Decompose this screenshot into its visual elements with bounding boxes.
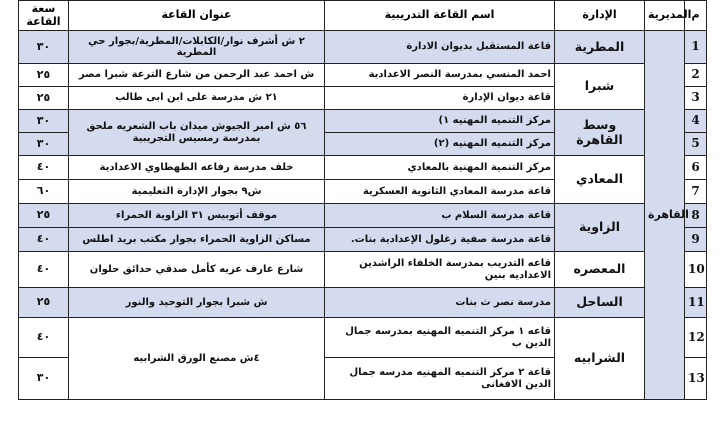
hall-cell: قاعة ٢ مركز التنميه المهنيه مدرسه جمال الدين الافغانى (325, 358, 555, 400)
address-cell: موقف أتوبيس ٣١ الزاوية الحمراء (69, 204, 325, 228)
hall-cell: مدرسة نصر ث بنات (325, 288, 555, 318)
address-cell: ٤ش مصنع الورق الشرابيه (69, 318, 325, 400)
num-cell: 3 (685, 87, 707, 110)
address-cell: ٢١ ش مدرسة على ابن ابى طالب (69, 87, 325, 110)
hall-cell: مركز التنميه المهنيه (٢) (325, 133, 555, 156)
num-cell: 12 (685, 318, 707, 358)
table-row (19, 252, 707, 288)
hall-cell: مركز التنميه المهنيه ١) (325, 110, 555, 133)
num-cell: 8 (685, 204, 707, 228)
capacity-cell: ٢٥ (19, 288, 69, 318)
capacity-cell: ٢٥ (19, 87, 69, 110)
capacity-cell: ٤٠ (19, 318, 69, 358)
hall-cell: قاعة مدرسة السلام ب (325, 204, 555, 228)
hall-cell: قاعه التدريب بمدرسة الخلفاء الراشدين الاعداديه بنين (325, 252, 555, 288)
capacity-cell: ٤٠ (19, 156, 69, 180)
num-cell: 9 (685, 228, 707, 252)
table-row (19, 288, 707, 318)
header-hall-name: اسم القاعة التدريبية (325, 1, 555, 31)
address-cell: ش شبرا بجوار التوحيد والنور (69, 288, 325, 318)
address-cell: ٢ ش أشرف نوار/الكابلات/المطرية/بجوار حي المطرية (69, 31, 325, 64)
header-administration: الإدارة (555, 1, 645, 31)
hall-cell: مركز التنمية المهنية بالمعادي (325, 156, 555, 180)
administration-cell: وسط القاهرة (555, 110, 645, 156)
administration-cell: المعصره (555, 252, 645, 288)
address-cell: شارع عارف عزيه كأمل صدقي حدائق حلوان (69, 252, 325, 288)
header-capacity: سعة القاعة (19, 1, 69, 31)
num-cell: 2 (685, 64, 707, 87)
capacity-cell: ٦٠ (19, 180, 69, 204)
capacity-cell: ٣٠ (19, 31, 69, 64)
capacity-cell: ٤٠ (19, 228, 69, 252)
capacity-cell: ٢٥ (19, 204, 69, 228)
halls-table (18, 0, 707, 400)
capacity-cell: ٣٠ (19, 110, 69, 133)
num-cell: 10 (685, 252, 707, 288)
address-cell: ش احمد عبد الرحمن من شارع الترعة شبرا مصر (69, 64, 325, 87)
administration-cell: المعادي (555, 156, 645, 204)
administration-cell: الساحل (555, 288, 645, 318)
capacity-cell: ٢٥ (19, 64, 69, 87)
capacity-cell: ٣٠ (19, 358, 69, 400)
hall-cell: احمد المنسي بمدرسة النصر الاعدادية (325, 64, 555, 87)
table-row (19, 31, 707, 64)
header-directorate: المديرية (645, 1, 685, 31)
num-cell: 6 (685, 156, 707, 180)
address-cell: ش٩ بجوار الإدارة التعليمية (69, 180, 325, 204)
address-cell: مساكن الزاوية الحمراء بجوار مكتب بريد اطلس (69, 228, 325, 252)
table-row (19, 156, 707, 180)
hall-cell: قاعة ديوان الإدارة (325, 87, 555, 110)
num-cell: 11 (685, 288, 707, 318)
directorate-cell: القاهرة (645, 31, 685, 400)
num-cell: 13 (685, 358, 707, 400)
administration-cell: الشرابيه (555, 318, 645, 400)
capacity-cell: ٤٠ (19, 252, 69, 288)
hall-cell: قاعة مدرسة صفية زغلول الإعدادية بنات. (325, 228, 555, 252)
hall-cell: قاعة مدرسة المعادي الثانوية العسكرية (325, 180, 555, 204)
header-address: عنوان القاعة (69, 1, 325, 31)
administration-cell: المطرية (555, 31, 645, 64)
num-cell: 7 (685, 180, 707, 204)
num-cell: 4 (685, 110, 707, 133)
capacity-cell: ٣٠ (19, 133, 69, 156)
header-num: م (685, 1, 707, 31)
num-cell: 1 (685, 31, 707, 64)
administration-cell: شبرا (555, 64, 645, 110)
num-cell: 5 (685, 133, 707, 156)
hall-cell: قاعة المستقبل بديوان الادارة (325, 31, 555, 64)
header-row (19, 1, 707, 31)
hall-cell: قاعه ١ مركز التنميه المهنيه بمدرسه جمال الدين ب (325, 318, 555, 358)
table-row (19, 64, 707, 87)
address-cell: خلف مدرسة رفاعه الطهطاوي الاعدادية (69, 156, 325, 180)
table-row (19, 204, 707, 228)
administration-cell: الزاوية (555, 204, 645, 252)
table-row (19, 110, 707, 133)
address-cell: ٥٦ ش امير الجيوش ميدان باب الشعريه ملحق بمدرسة رمسيس التجريبية (69, 110, 325, 156)
table-row (19, 318, 707, 358)
